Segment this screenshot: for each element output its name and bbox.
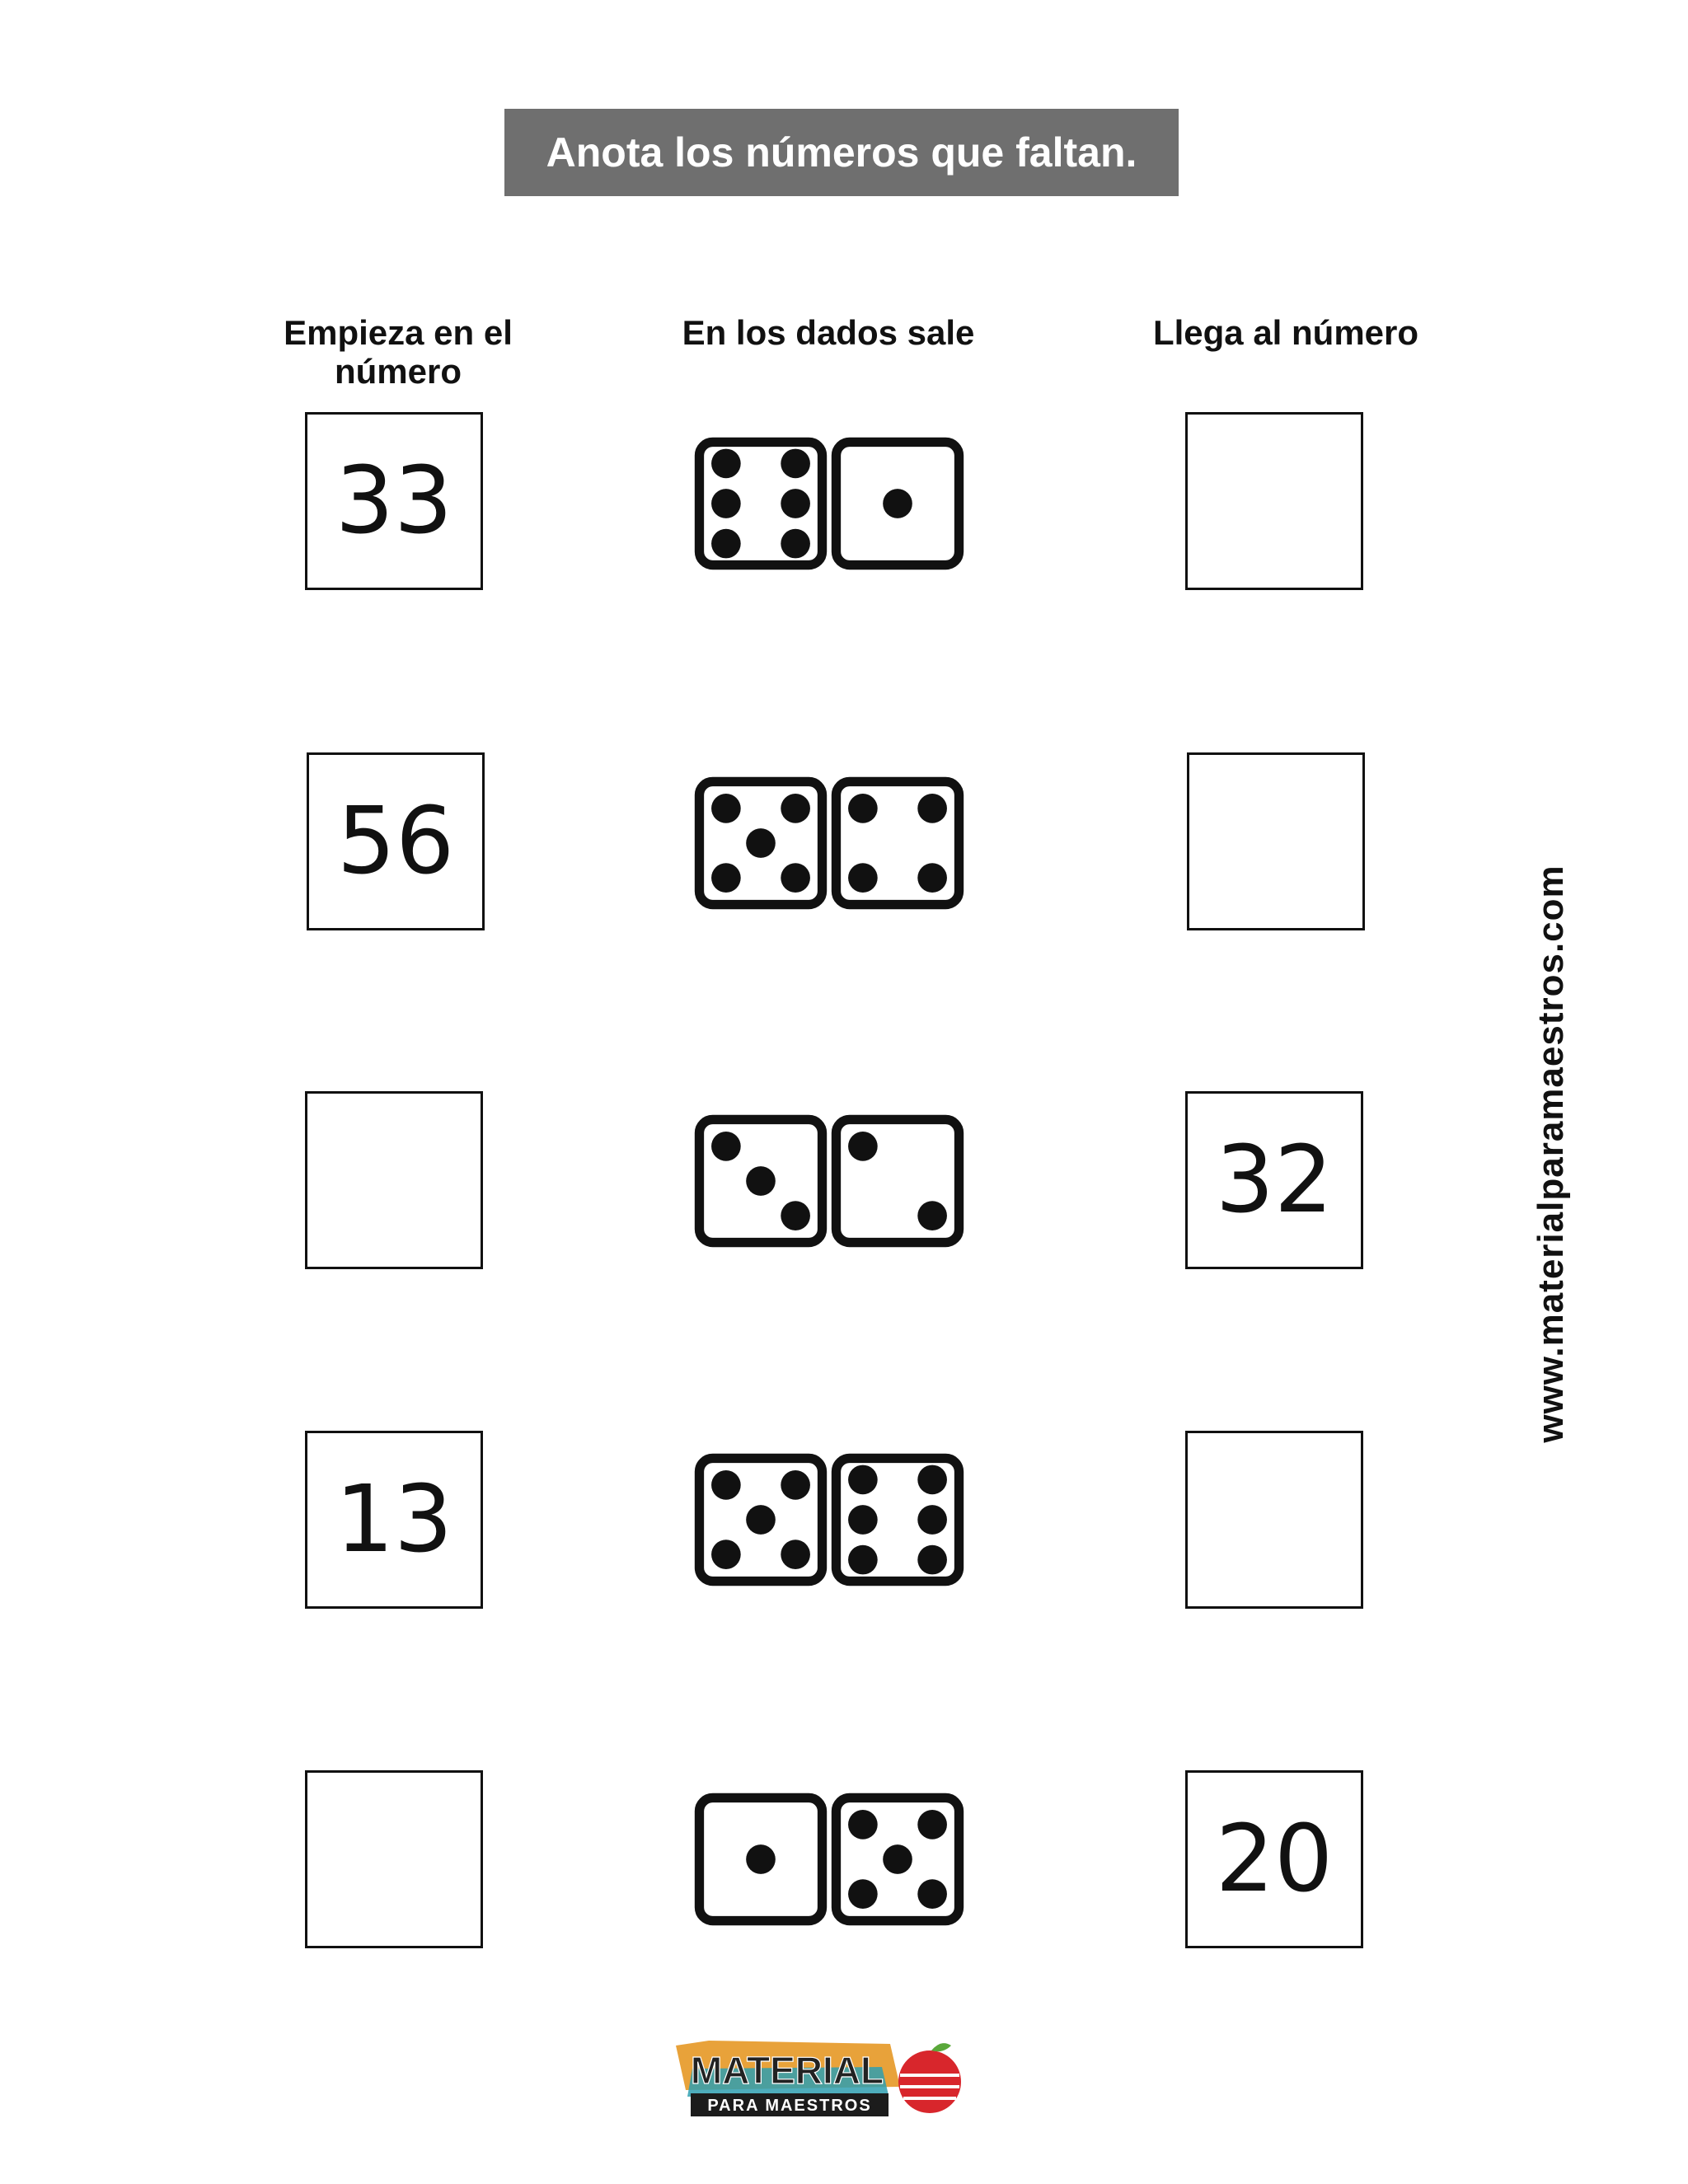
die-pip: [848, 1465, 878, 1495]
end-box[interactable]: 32: [1185, 1091, 1363, 1269]
die-pip: [917, 1465, 947, 1495]
start-box[interactable]: [305, 1091, 483, 1269]
die-pip: [917, 794, 947, 823]
die-pip: [848, 794, 878, 823]
dice-pair: [694, 1114, 964, 1248]
dice-pair: [694, 1453, 964, 1586]
die-pip: [917, 1879, 947, 1909]
end-box[interactable]: [1185, 412, 1363, 590]
die-pip: [711, 489, 741, 518]
die-pip: [711, 529, 741, 559]
die-pip: [883, 489, 912, 518]
die-pip: [746, 1505, 776, 1535]
instruction-banner: [504, 109, 1179, 196]
die-pip: [848, 863, 878, 893]
dice-pair: [694, 437, 964, 570]
die-pip: [917, 1810, 947, 1840]
die-pip: [781, 1201, 810, 1230]
die-pip: [848, 1879, 878, 1909]
die-face-5: [694, 776, 828, 910]
die-pip: [746, 1166, 776, 1196]
start-box[interactable]: [305, 1770, 483, 1948]
end-box[interactable]: [1187, 752, 1365, 930]
die-face-1: [694, 1793, 828, 1926]
die-face-5: [694, 1453, 828, 1586]
die-pip: [917, 1545, 947, 1575]
die-pip: [781, 489, 810, 518]
die-pip: [781, 449, 810, 479]
die-face-5: [831, 1793, 964, 1926]
die-pip: [711, 863, 741, 893]
apple-icon: [898, 2050, 961, 2113]
die-face-3: [694, 1114, 828, 1248]
die-pip: [848, 1545, 878, 1575]
dice-pair: [694, 1793, 964, 1926]
die-pip: [711, 1540, 741, 1569]
die-pip: [883, 1844, 912, 1874]
die-pip: [711, 1132, 741, 1161]
leaf-icon: [931, 2043, 951, 2051]
die-pip: [848, 1132, 878, 1161]
start-box[interactable]: 33: [305, 412, 483, 590]
dice-pair: [694, 776, 964, 910]
die-pip: [711, 794, 741, 823]
logo-line1: MATERIAL: [690, 2049, 884, 2092]
die-pip: [711, 449, 741, 479]
die-pip: [917, 1201, 947, 1230]
instruction-text: Anota los números que faltan.: [546, 129, 1137, 176]
die-pip: [848, 1810, 878, 1840]
material-para-maestros-logo: [676, 2036, 973, 2122]
die-pip: [848, 1505, 878, 1535]
die-pip: [711, 1470, 741, 1500]
end-box[interactable]: 20: [1185, 1770, 1363, 1948]
die-pip: [917, 863, 947, 893]
die-face-2: [831, 1114, 964, 1248]
header-end: Llega al número: [1152, 313, 1419, 352]
header-start: Empieza en el número: [284, 313, 513, 391]
die-pip: [746, 1844, 776, 1874]
die-pip: [781, 794, 810, 823]
website-url: www.materialparamaestros.com: [1531, 865, 1571, 1443]
die-face-4: [831, 776, 964, 910]
die-face-6: [694, 437, 828, 570]
die-face-6: [831, 1453, 964, 1586]
die-pip: [781, 863, 810, 893]
start-box[interactable]: 56: [307, 752, 485, 930]
die-pip: [781, 1540, 810, 1569]
header-dice: En los dados sale: [682, 313, 975, 352]
end-box[interactable]: [1185, 1431, 1363, 1609]
start-box[interactable]: 13: [305, 1431, 483, 1609]
die-pip: [917, 1505, 947, 1535]
die-face-1: [831, 437, 964, 570]
die-pip: [781, 529, 810, 559]
die-pip: [781, 1470, 810, 1500]
logo-line2: PARA MAESTROS: [707, 2097, 872, 2115]
die-pip: [746, 828, 776, 858]
